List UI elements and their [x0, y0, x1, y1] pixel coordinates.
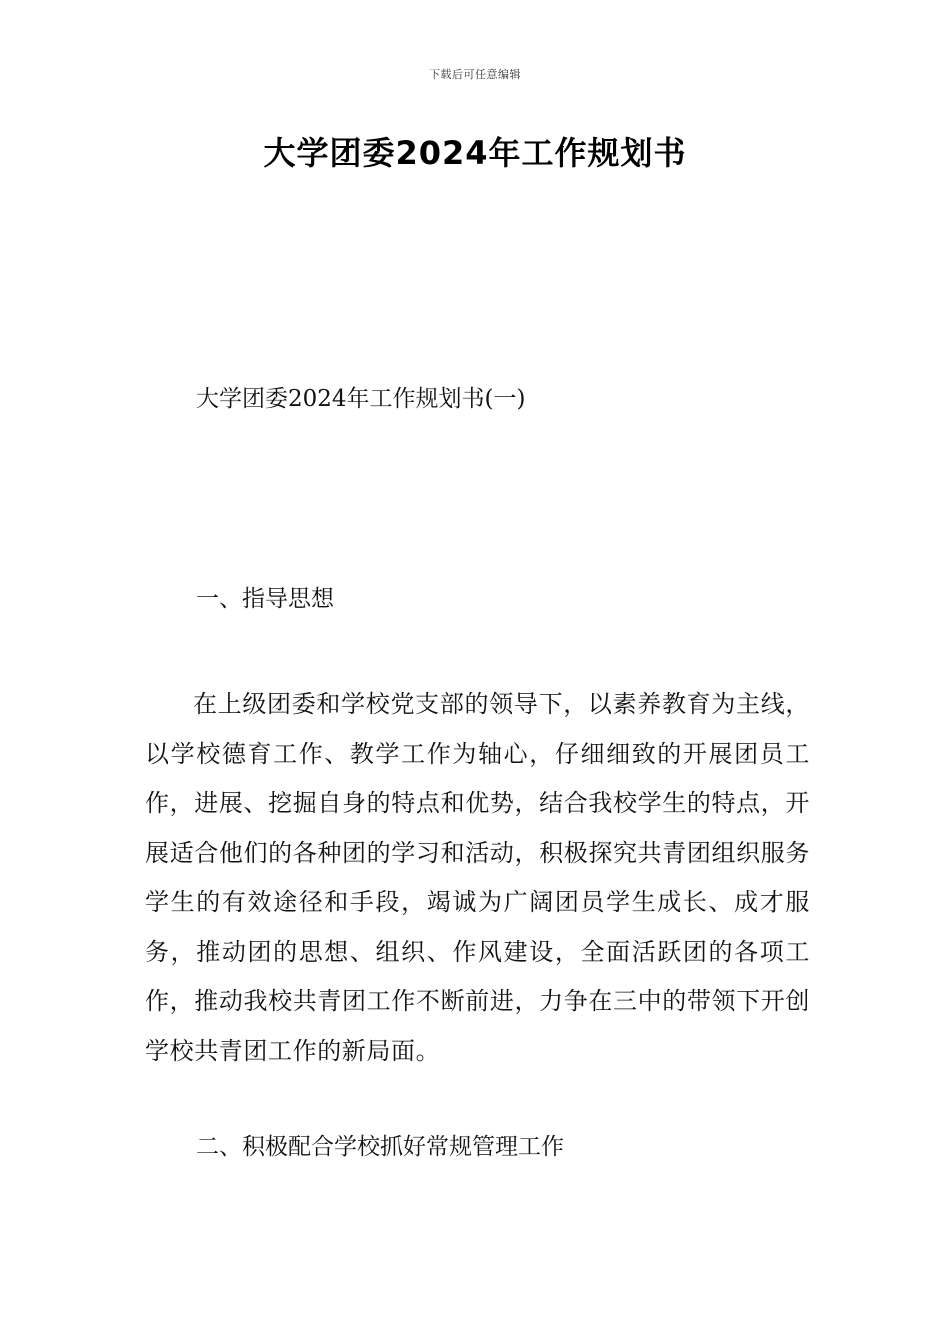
section-paragraph-1: 在上级团委和学校党支部的领导下，以素养教育为主线，以学校德育工作、教学工作为轴心，仔细细致的开展团员工作，进展、挖掘自身的特点和优势，结合我校学生的特点，开展适合他们的各种团的学习和活动，积极探究共青团组织服务学生的有效途径和手段，竭诚为广阔团员学生成长、成才服务，推动团的思想、组织、作风建设，全面活跃团的各项工作，推动我校共青团工作不断前进，力争在三中的带领下开创学校共青团工作的新局面。 [145, 690, 810, 1065]
header-note: 下载后可任意编辑 [429, 68, 521, 81]
section-heading-1: 一、指导思想 [196, 586, 334, 612]
document-subtitle: 大学团委2024年工作规划书(一) [196, 386, 526, 412]
document-title: 大学团委2024年工作规划书 [263, 134, 687, 172]
section-heading-2: 二、积极配合学校抓好常规管理工作 [196, 1134, 564, 1160]
